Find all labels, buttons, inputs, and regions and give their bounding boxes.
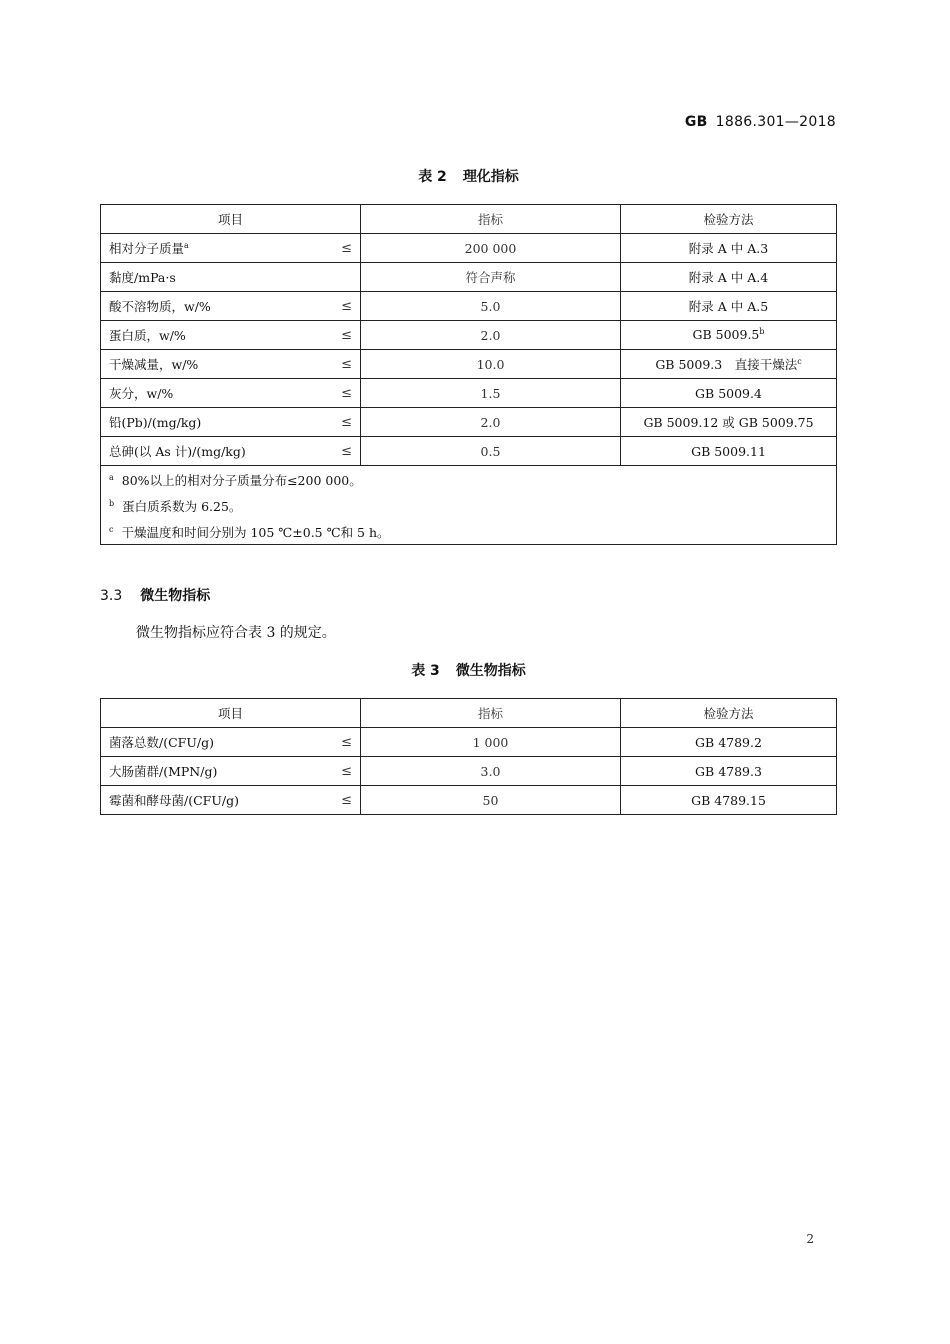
- table-row: [101, 437, 837, 466]
- table-notes-row: [101, 466, 837, 545]
- header-method: 检验方法: [621, 205, 837, 234]
- item-label-group: [109, 384, 173, 402]
- cell-value: 5.0: [361, 292, 621, 321]
- table3-caption: [100, 660, 837, 680]
- table3-caption-number: 表 3: [411, 663, 440, 679]
- table2-caption-title: 理化指标: [462, 169, 519, 185]
- header-item: 项目: [101, 205, 361, 234]
- cell-item: [101, 263, 361, 292]
- item-label: 大肠菌群/(MPN/g): [109, 764, 218, 779]
- item-label-group: [109, 413, 201, 431]
- footnote-text: 蛋白质系数为 6.25。: [122, 499, 242, 515]
- item-wrap: [109, 326, 352, 344]
- cell-method: [621, 786, 837, 815]
- page-number: 2: [806, 1232, 814, 1246]
- cell-value: 0.5: [361, 437, 621, 466]
- header-item: 项目: [101, 699, 361, 728]
- le-symbol: ≤: [341, 763, 352, 779]
- le-symbol: ≤: [341, 356, 352, 372]
- item-wrap: [109, 733, 352, 751]
- cell-method: [621, 321, 837, 350]
- item-label: 干燥减量，w/%: [109, 357, 199, 372]
- footnote-text: 干燥温度和时间分别为 105 ℃±0.5 ℃和 5 h。: [121, 525, 390, 541]
- table-header-row: [101, 699, 837, 728]
- header-value: 指标: [361, 205, 621, 234]
- item-wrap: [109, 268, 352, 286]
- item-label-group: [109, 355, 198, 373]
- footnote-mark: c: [109, 525, 114, 535]
- method-text: GB 5009.4: [695, 385, 762, 401]
- footnote-text: 80%以上的相对分子质量分布≤200 000。: [121, 473, 362, 489]
- table-row: [101, 786, 837, 815]
- section-paragraph: 微生物指标应符合表 3 的规定。: [136, 625, 336, 641]
- item-wrap: [109, 355, 352, 373]
- method-text: GB 4789.15: [691, 792, 766, 808]
- table-row: [101, 728, 837, 757]
- cell-method: [621, 437, 837, 466]
- le-symbol: ≤: [341, 385, 352, 401]
- item-label-group: [109, 762, 217, 780]
- cell-method: [621, 408, 837, 437]
- table-row: [101, 408, 837, 437]
- cell-method: [621, 263, 837, 292]
- table2-caption-number: 表 2: [418, 169, 447, 185]
- le-symbol: ≤: [341, 734, 352, 750]
- method-text: 附录 A 中 A.4: [688, 270, 769, 285]
- table-notes: [101, 466, 837, 545]
- footnote-mark: a: [109, 473, 114, 482]
- table-row: [101, 321, 837, 350]
- le-symbol: ≤: [341, 443, 352, 459]
- item-label-group: [109, 326, 186, 344]
- table-row: [101, 350, 837, 379]
- cell-item: [101, 728, 361, 757]
- cell-value: 50: [361, 786, 621, 815]
- item-label-group: [109, 791, 239, 809]
- item-label-group: [109, 268, 176, 286]
- footnote-mark: a: [184, 240, 189, 250]
- cell-method: [621, 292, 837, 321]
- footnote: [109, 466, 828, 492]
- table-row: [101, 379, 837, 408]
- cell-value: 2.0: [361, 408, 621, 437]
- cell-item: [101, 321, 361, 350]
- standard-prefix: GB: [684, 114, 708, 130]
- item-label: 灰分，w/%: [109, 386, 174, 401]
- cell-item: [101, 292, 361, 321]
- le-symbol: ≤: [341, 240, 352, 256]
- table-row: [101, 263, 837, 292]
- item-label: 霉菌和酵母菌/(CFU/g): [109, 793, 239, 808]
- item-label: 菌落总数/(CFU/g): [109, 735, 214, 750]
- cell-method: [621, 350, 837, 379]
- item-label: 蛋白质，w/%: [109, 328, 186, 343]
- item-wrap: [109, 791, 352, 809]
- cell-value: 200 000: [361, 234, 621, 263]
- le-symbol: ≤: [341, 792, 352, 808]
- cell-item: [101, 350, 361, 379]
- cell-item: [101, 437, 361, 466]
- section-heading: [100, 585, 210, 605]
- item-label-group: [109, 733, 214, 751]
- section-title: 微生物指标: [140, 588, 211, 604]
- le-symbol: ≤: [341, 298, 352, 314]
- footnote: [109, 492, 828, 518]
- table2: [100, 204, 837, 545]
- table2-caption: [100, 166, 837, 186]
- cell-item: [101, 786, 361, 815]
- item-wrap: [109, 762, 352, 780]
- item-label-group: [109, 239, 189, 257]
- cell-item: [101, 234, 361, 263]
- method-text: 附录 A 中 A.3: [688, 241, 769, 256]
- item-wrap: [109, 442, 352, 460]
- method-text: 附录 A 中 A.5: [688, 299, 769, 314]
- method-text: GB 5009.3 直接干燥法: [655, 357, 798, 372]
- item-label-group: [109, 297, 211, 315]
- header-method: 检验方法: [621, 699, 837, 728]
- cell-method: [621, 757, 837, 786]
- method-text: GB 4789.3: [695, 763, 762, 779]
- item-label: 相对分子质量: [109, 241, 185, 256]
- section-number: 3.3: [100, 588, 123, 604]
- cell-value: 符合声称: [361, 263, 621, 292]
- standard-code: [685, 114, 836, 130]
- standard-number: 1886.301—2018: [715, 114, 836, 130]
- footnote-mark: c: [797, 356, 802, 366]
- item-label: 黏度/mPa·s: [109, 270, 176, 285]
- item-wrap: [109, 384, 352, 402]
- cell-item: [101, 379, 361, 408]
- le-symbol: ≤: [341, 327, 352, 343]
- item-wrap: [109, 239, 352, 257]
- table-row: [101, 234, 837, 263]
- cell-item: [101, 408, 361, 437]
- item-label: 铅(Pb)/(mg/kg): [109, 415, 202, 430]
- le-symbol: ≤: [341, 414, 352, 430]
- cell-method: [621, 234, 837, 263]
- table3: [100, 698, 837, 815]
- cell-value: 10.0: [361, 350, 621, 379]
- method-text: GB 5009.12 或 GB 5009.75: [643, 415, 814, 430]
- table-row: [101, 757, 837, 786]
- method-text: GB 5009.5: [692, 327, 760, 343]
- item-wrap: [109, 297, 352, 315]
- table3-caption-title: 微生物指标: [455, 663, 526, 679]
- footnote: [109, 518, 828, 544]
- cell-value: 1 000: [361, 728, 621, 757]
- cell-method: [621, 728, 837, 757]
- method-text: GB 5009.11: [691, 443, 766, 459]
- cell-value: 2.0: [361, 321, 621, 350]
- item-label: 酸不溶物质，w/%: [109, 299, 211, 314]
- item-label-group: [109, 442, 246, 460]
- item-label: 总砷(以 As 计)/(mg/kg): [109, 444, 246, 459]
- cell-method: [621, 379, 837, 408]
- table-row: [101, 292, 837, 321]
- item-wrap: [109, 413, 352, 431]
- header-value: 指标: [361, 699, 621, 728]
- cell-item: [101, 757, 361, 786]
- method-text: GB 4789.2: [695, 734, 762, 750]
- footnote-mark: b: [109, 499, 115, 509]
- table-header-row: [101, 205, 837, 234]
- cell-value: 3.0: [361, 757, 621, 786]
- footnote-mark: b: [759, 327, 765, 337]
- cell-value: 1.5: [361, 379, 621, 408]
